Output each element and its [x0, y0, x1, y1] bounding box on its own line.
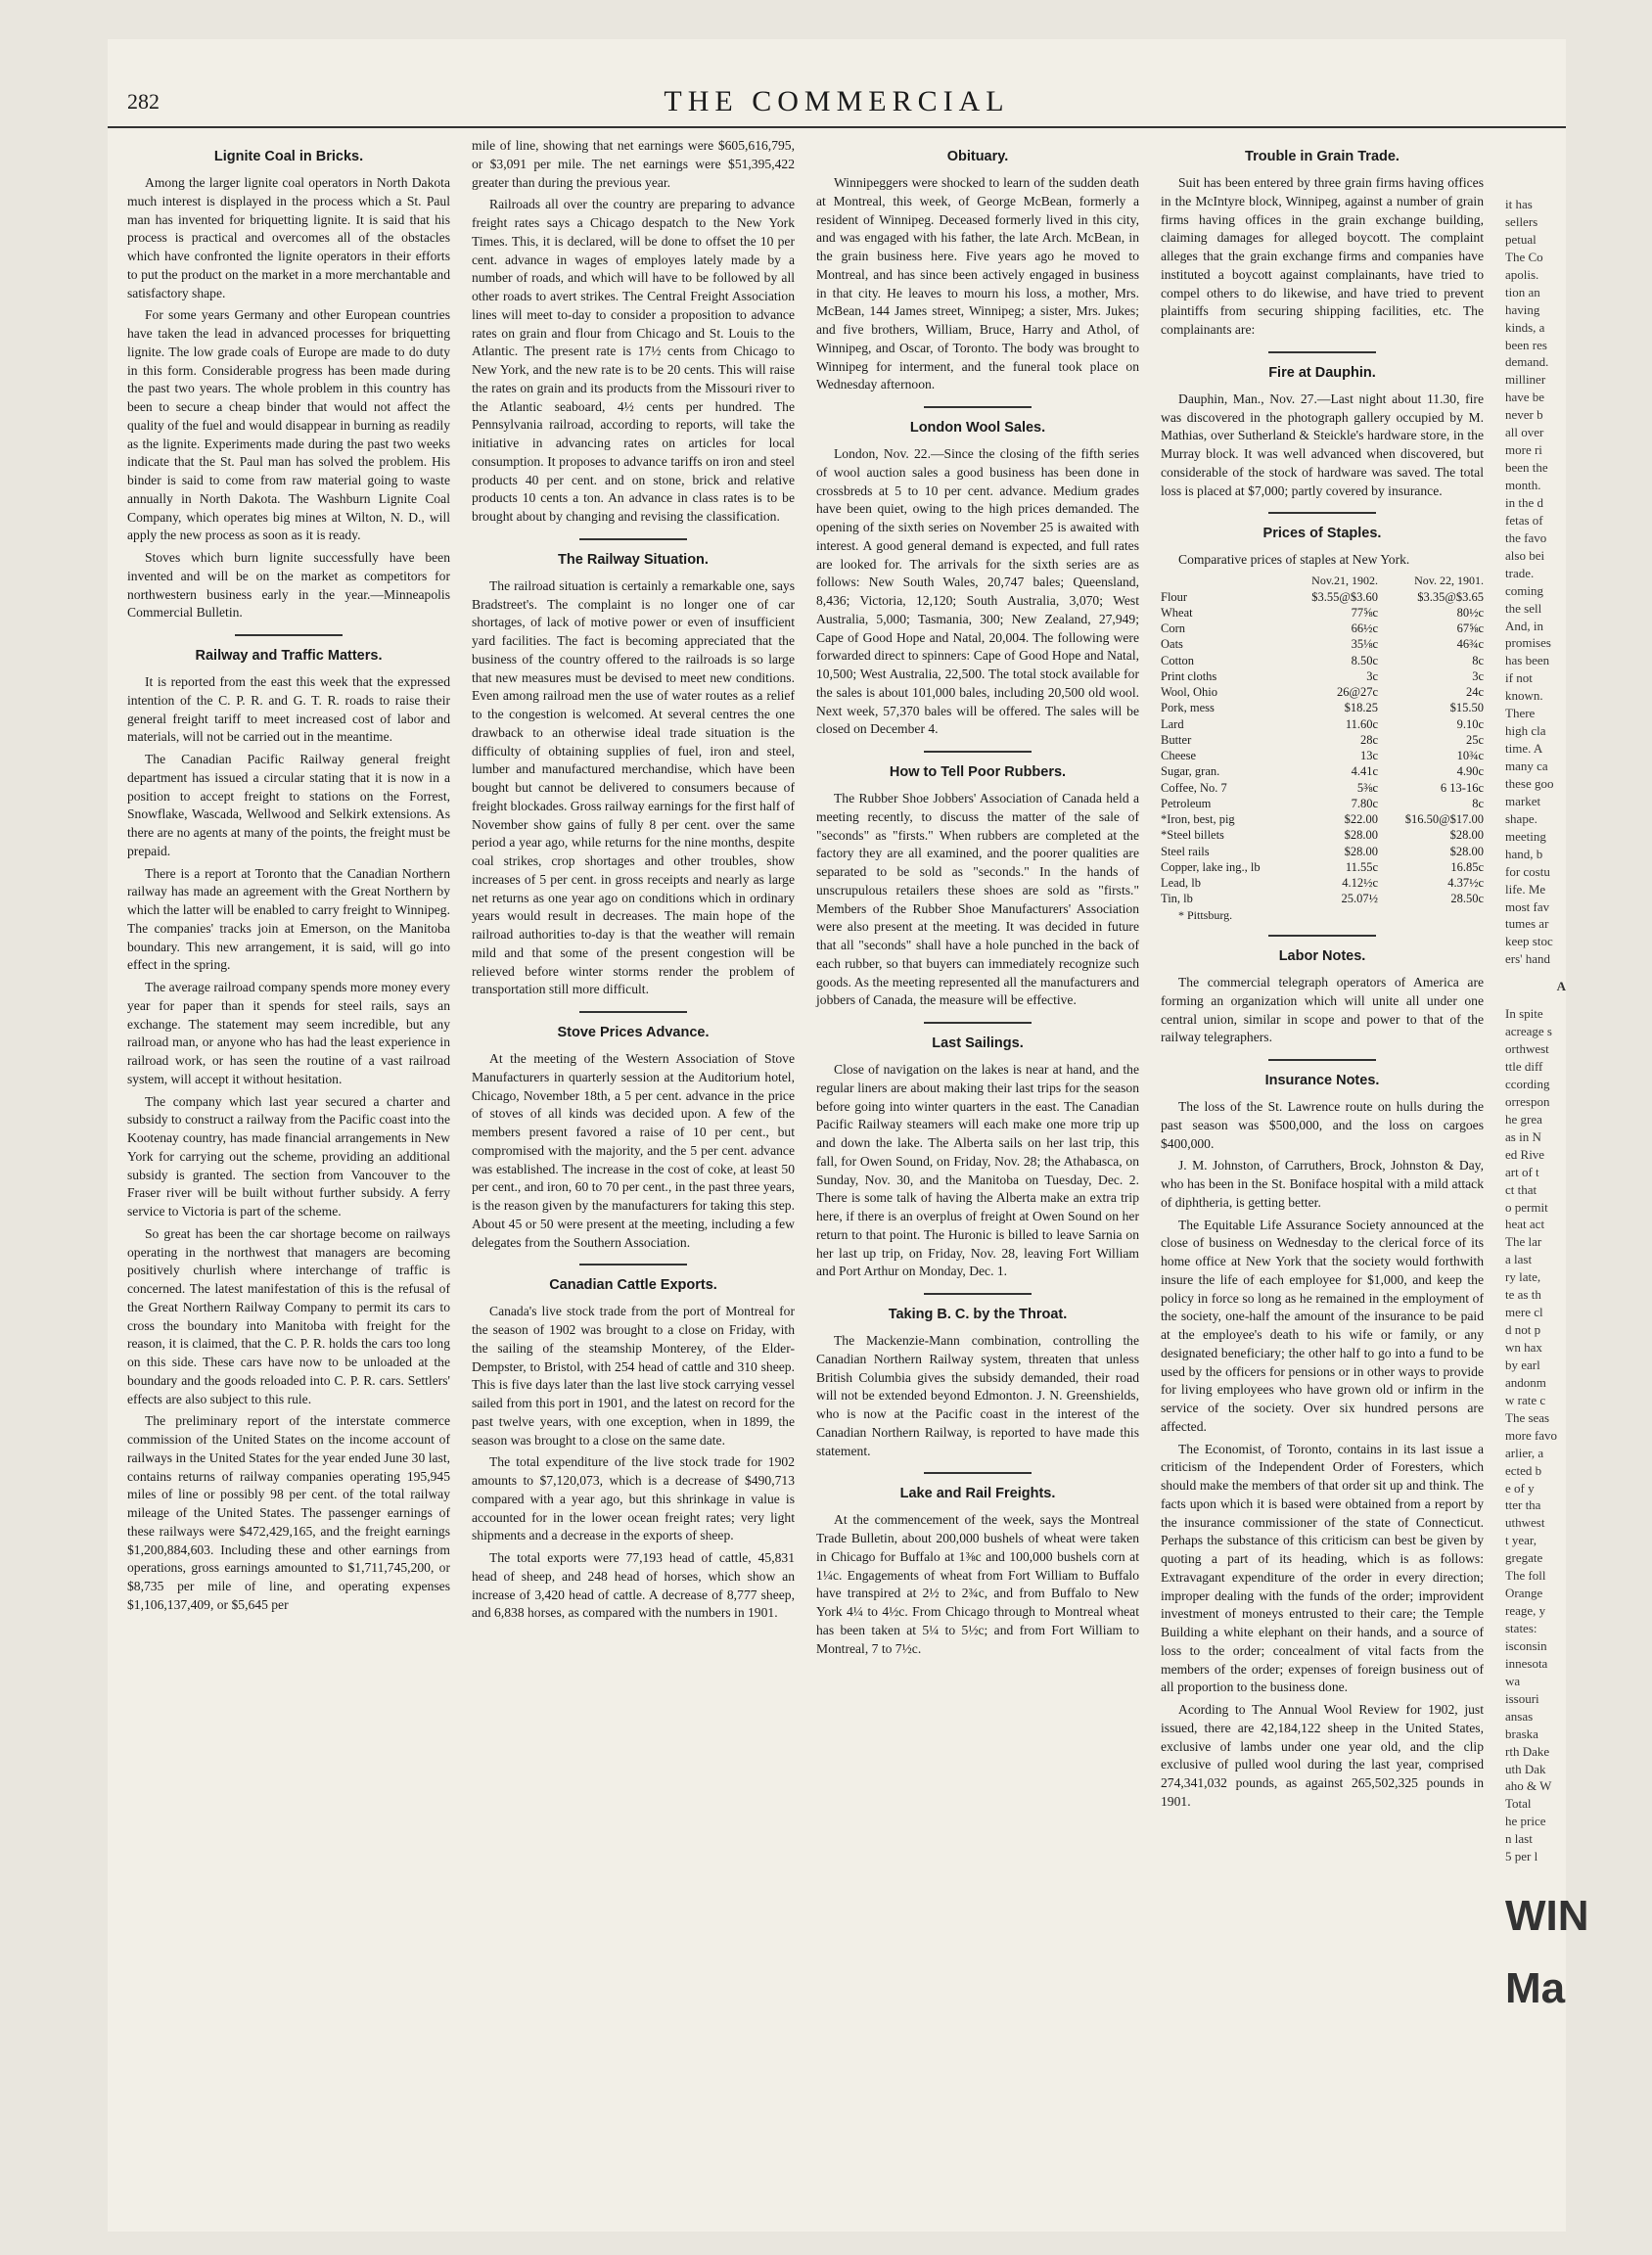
staple-price: 25.07½: [1341, 892, 1379, 906]
table-row: [1161, 605, 1484, 621]
fragment-line: been the: [1505, 460, 1548, 476]
fragment-line: heat act: [1505, 1217, 1545, 1232]
paragraph: So great has been the car shortage become on railways operating in the northwest that managers are becoming positively churlish where interchange of traffic is concerned. The latest manifestation of this is the refusal of the Great Northern Railway Company to permit its cars to cross the boundary into Manitoba with freight for the reason, it is claimed, that the C. P. R. holds the cars too long on this side. These cars have now to be unloaded at the boundary and the goods reloaded into C. P. R. cars. Settlers' effects are also subject to this rule.: [127, 1225, 450, 1406]
fragment-line: te as th: [1505, 1287, 1541, 1303]
fragment-line: Total: [1505, 1796, 1532, 1812]
table-header-row: [1161, 574, 1484, 589]
table-row: [1161, 891, 1484, 906]
staple-price: $3.35@$3.65: [1417, 589, 1484, 604]
article-title: The Railway Situation.: [558, 551, 709, 568]
fragment-line: petual: [1505, 231, 1537, 247]
staple-price: $28.00: [1344, 844, 1379, 858]
table-row: [1161, 668, 1484, 684]
fragment-line: o permit: [1505, 1199, 1548, 1215]
staple-item: Lard: [1161, 716, 1184, 731]
staple-item: Tin, lb: [1161, 892, 1193, 906]
fragment-line: it has: [1505, 197, 1533, 211]
paragraph: Close of navigation on the lakes is near at hand, and the regular liners are about making their last trips for the season before going into winter quarters in the east. The Canadian Pacific Railway steamers will each make one more trip up and down the lake. The Alberta sails on her last trip, this fall, for Owen Sound, on Friday, Nov. 28; the Athabasca, on Sunday, Nov. 30, and the Manitoba on Tuesday, Dec. 2. There is some talk of having the Alberta make an extra trip here, if there is an overplus of freight at Owen Sound on her return to that point. The Huronic is billed to leave Sarnia on her last up trip, on Friday, Nov. 28, leaving Fort William and Port Arthur on Monday, Dec. 1.: [816, 1062, 1139, 1279]
staple-price: 26@27c: [1336, 685, 1379, 700]
fragment-line: in the d: [1505, 494, 1543, 510]
paragraph: Among the larger lignite coal operators in North Dakota much interest is displayed in the process which a St. Paul man has invented for briquetting lignite. It is said that his process is practical and overcomes all of the obstacles which have confronted the lignite operators in their efforts to put the product on the market in a more merchantable and satisfactory shape.: [127, 175, 450, 300]
table-row: [1161, 859, 1484, 875]
staple-item: *Steel billets: [1161, 828, 1224, 843]
fragment-line: acreage s: [1505, 1024, 1552, 1039]
fragment-line: ansas: [1505, 1708, 1534, 1724]
staple-item: Copper, lake ing., lb: [1161, 859, 1261, 874]
paragraph: The Economist, of Toronto, contains in its last issue a criticism of the Independent Order of Foresters, which should make the members of that order sit up and think. The facts upon which it is based were obtained from a report by the insurance commissioner of the state of Connecticut. Perhaps the substance of this criticism can best be given by quoting a part of its heading, which is as follows: Extravagant expenditure of the order in every direction; improper dealing with the funds of the order; improvident investment of moneys entrusted to their care; the Temple Building a white elephant on their hands, and a source of loss to the order; concealment of vital facts from the members of the order; expenses of foreign business out of all proportion to the business done.: [1161, 1441, 1484, 1695]
staple-item: *Iron, best, pig: [1161, 812, 1235, 827]
page-header: [108, 83, 1566, 128]
fragment-line: n last: [1505, 1831, 1533, 1847]
paragraph: Dauphin, Man., Nov. 27.—Last night about 11.30, fire was discovered in the photograph gallery occupied by M. Mathias, over Sutherland & Steickle's hardware store, in the Murray block. It was well advanced when discovered, but considerable of the stock of hardware was saved. The total loss is placed at $7,000; partly covered by insurance.: [1161, 391, 1484, 498]
article-title: Lignite Coal in Bricks.: [213, 149, 364, 164]
fragment-line: shape.: [1505, 810, 1537, 826]
adjacent-page-fragment: [1505, 196, 1589, 2055]
paragraph: Suit has been entered by three grain firms having offices in the McIntyre block, Winnipeg, against a number of grain firms having offices in the grain exchange building, claiming damages for alleged boycott. The complaint alleges that the grain exchange firms and companies have instituted a boycott against complainants, have tried to compel others to do likewise, and have tried to prevent plaintiffs from securing shipping facilities, etc. The complainants are:: [1161, 175, 1484, 337]
divider: [579, 1264, 687, 1266]
fragment-line: andonm: [1505, 1374, 1546, 1390]
article-title: How to Tell Poor Rubbers.: [889, 764, 1067, 780]
divider: [1268, 935, 1376, 937]
staple-price: 35⅛c: [1351, 637, 1379, 652]
fragment-line: apolis.: [1505, 266, 1539, 282]
fragment-line: ected b: [1505, 1462, 1542, 1478]
column-header: Nov. 22, 1901.: [1414, 574, 1484, 587]
fragment-line: t year,: [1505, 1533, 1537, 1548]
paragraph: The company which last year secured a charter and subsidy to construct a railway from the Pacific coast into the Kootenay country, has made financial arrangements in New York for carrying out the scheme, providing an additional subsidy is granted. The section from Vancouver to the Fraser river will be built without further subsidy. A ferry service to Victoria is part of the scheme.: [127, 1093, 450, 1219]
fragment-line: aho & W: [1505, 1778, 1552, 1794]
table-row: [1161, 716, 1484, 732]
paragraph: J. M. Johnston, of Carruthers, Brock, Johnston & Day, who has been in the St. Boniface hospital with a mild attack of diphtheria, is getting better.: [1161, 1158, 1484, 1210]
paragraph: The Mackenzie-Mann combination, controlling the Canadian Northern Railway system, threaten that unless British Columbia gives the subsidy demanded, their road will not be extended beyond Edmonton. J. N. Greenshields, who is now at the Pacific coast in the interest of the Canadian Northern Railway, is reported to have made this statement.: [816, 1333, 1139, 1458]
article-title: Canadian Cattle Exports.: [549, 1277, 717, 1294]
paragraph: The Canadian Pacific Railway general freight department has issued a circular stating that it is now in a position to accept freight to stations on the Forrest, Snowflake, Wascada, Wellwood and Selkirk extensions. As there are no agents at many of the points, the freight must be prepaid.: [127, 752, 450, 858]
fragment-line: hand, b: [1505, 846, 1543, 861]
staple-price: 25c: [1465, 732, 1484, 747]
article-title: London Wool Sales.: [909, 420, 1046, 436]
fragment-line: demand.: [1505, 354, 1549, 370]
fragment-text: [1505, 1005, 1566, 1865]
fragment-line: ct that: [1505, 1181, 1537, 1197]
fragment-line: braska: [1505, 1726, 1538, 1741]
fragment-line: gregate: [1505, 1550, 1543, 1566]
divider: [1268, 351, 1376, 353]
table-row: [1161, 827, 1484, 843]
staple-price: 10¾c: [1456, 749, 1484, 763]
divider: [1268, 512, 1376, 514]
staple-price: 46¾c: [1456, 637, 1484, 652]
paragraph: It is reported from the east this week that the expressed intention of the C. P. R. and G. T. R. roads to raise their general freight tariff to meet increased cost of labor and materials, will not be carried out in the meantime.: [127, 674, 450, 745]
staple-price: 4.37½c: [1447, 876, 1484, 891]
paragraph: The average railroad company spends more money every year for paper than it spends for steel rails, says an exchange. The statement may seem incredible, but any railroad man, or anyone who has had the least experience in railroad work, or has seen the routine of a vast railroad system, will accept it without hesitation.: [127, 980, 450, 1086]
page-number: 282: [127, 89, 160, 114]
staple-price: 80½c: [1456, 605, 1484, 620]
staple-item: Wheat: [1161, 605, 1193, 620]
paragraph: The Equitable Life Assurance Society announced at the close of business on Wednesday to the clerical force of its home office at New York that the society would forthwith insure the life of each employee for $1,000, and keep the policy in force so long as he remained in the employment of the society, one-half the amount of the insurance to be paid at the employee's death to his wife or family, or any designated beneficiary; the other half to go into a fund to be used by the officers for pensions or in other ways to provide for living employees who have grown old or infirm in the service of the society. Over six hundred persons are affected.: [1161, 1217, 1484, 1434]
fragment-line: And, in: [1505, 618, 1543, 633]
fragment-line: time. A: [1505, 741, 1543, 757]
fragment-line: meeting: [1505, 828, 1546, 844]
article-title: Last Sailings.: [932, 1035, 1024, 1051]
table-footnote: * Pittsburg.: [1178, 907, 1233, 922]
article-title: Trouble in Grain Trade.: [1245, 149, 1400, 164]
staple-price: 4.90c: [1456, 764, 1484, 779]
article-title: Obituary.: [946, 149, 1009, 164]
fragment-line: as in N: [1505, 1128, 1541, 1144]
fragment-line: have be: [1505, 390, 1545, 405]
fragment-line: fetas of: [1505, 512, 1543, 528]
fragment-line: d not p: [1505, 1322, 1541, 1338]
staple-item: Pork, mess: [1161, 701, 1215, 715]
fragment-line: the sell: [1505, 600, 1542, 616]
fragment-line: art of t: [1505, 1164, 1539, 1179]
divider: [924, 1293, 1032, 1295]
advertisement-fragment: WIN: [1505, 1892, 1589, 1941]
fragment-line: high cla: [1505, 723, 1546, 739]
table-row: [1161, 653, 1484, 668]
staple-price: 11.55c: [1345, 859, 1379, 874]
divider: [1268, 1059, 1376, 1061]
staple-item: Sugar, gran.: [1161, 764, 1220, 779]
column-header: Nov.21, 1902.: [1311, 574, 1379, 587]
fragment-line: coming: [1505, 582, 1543, 598]
fragment-line: The foll: [1505, 1568, 1546, 1584]
staple-price: 4.12½c: [1342, 876, 1379, 891]
fragment-line: trade.: [1505, 565, 1535, 580]
table-row: [1161, 589, 1484, 605]
table-row: [1161, 684, 1484, 700]
fragment-line: the favo: [1505, 529, 1547, 545]
divider: [579, 538, 687, 540]
staple-price: 77⅝c: [1351, 605, 1379, 620]
divider: [579, 1011, 687, 1013]
staple-item: Cheese: [1161, 749, 1197, 763]
article-title: Stove Prices Advance.: [557, 1025, 710, 1040]
fragment-line: ed Rive: [1505, 1146, 1545, 1162]
staple-price: 6 13-16c: [1440, 780, 1484, 795]
fragment-line: these goo: [1505, 775, 1554, 791]
fragment-line: The lar: [1505, 1234, 1542, 1250]
staple-price: 5⅜c: [1356, 780, 1379, 795]
paragraph: The total expenditure of the live stock trade for 1902 amounts to $7,120,073, which is a decrease of $490,713 compared with a year ago, but this shrinkage in value is accounted for in the lower ocean freight rates; very light shipments and a decrease in the exports of sheep.: [472, 1454, 795, 1543]
staple-item: Cotton: [1161, 653, 1195, 667]
fragment-line: tion an: [1505, 284, 1540, 299]
column-3: [816, 137, 1139, 1662]
paragraph: Canada's live stock trade from the port of Montreal for the season of 1902 was brought to a close on Friday, with the sailing of the steamship Monterey, of the Elder-Dempster, to Bristol, with 254 head of cattle and 310 sheep. This is five days later than the last live stock carrying vessel sailed from this port in 1901, and the latest on record for the past twelve years, with one exception, when in 1899, the season was brought to a close on the same date.: [472, 1304, 795, 1448]
paragraph: mile of line, showing that net earnings were $605,616,795, or $3,091 per mile. The net earnings were $51,395,422 greater than during the previous year.: [472, 138, 795, 190]
fragment-line: w rate c: [1505, 1392, 1546, 1407]
fragment-line: ry late,: [1505, 1269, 1541, 1285]
fragment-line: known.: [1505, 688, 1543, 704]
fragment-line: orrespon: [1505, 1093, 1550, 1109]
article-title: Taking B. C. by the Throat.: [888, 1307, 1068, 1322]
paragraph: The Rubber Shoe Jobbers' Association of Canada held a meeting recently, to discuss the matter of the sale of "seconds" as "firsts." When rubbers are completed at the factory they are all examined, and the poorer qualities are separated to be sold as "seconds." In the hands of unscrupulous retailers these shoes are sold as "firsts." Members of the Rubber Shoe Manufacturers' Association were also present at the meeting. It was decided in future that all "seconds" shall have a hole punched in the back of each rubber, so that buyers can immediately recognize such goods. As the meeting represented all the manufacturers and jobbers of Canada, the measure will be effective.: [816, 791, 1139, 1008]
paragraph: There is a report at Toronto that the Canadian Northern railway has made an agreement with the Great Northern by which the latter will be enabled to carry freight to Winnipeg. The companies' tracks join at Emerson, on the Manitoba boundary. This new arrangement, it is said, will go into effect in the spring.: [127, 865, 450, 973]
fragment-line: if not: [1505, 670, 1533, 686]
fragment-heading: A: [1556, 979, 1566, 994]
fragment-line: The Co: [1505, 249, 1543, 264]
staple-price: 9.10c: [1456, 716, 1484, 731]
staple-price: $18.25: [1344, 701, 1379, 715]
table-row: [1161, 844, 1484, 859]
divider: [235, 634, 343, 636]
table-row: [1161, 780, 1484, 796]
table-row: [1161, 700, 1484, 715]
fragment-line: never b: [1505, 407, 1543, 423]
fragment-line: more favo: [1505, 1427, 1558, 1443]
article-title: Lake and Rail Freights.: [899, 1486, 1056, 1502]
fragment-line: market: [1505, 793, 1541, 808]
fragment-line: he grea: [1505, 1111, 1542, 1127]
fragment-line: uth Dak: [1505, 1761, 1546, 1776]
paragraph: Stoves which burn lignite successfully have been invented and will be on the market as competitors for northwestern business early in the year.—Minneapolis Commercial Bulletin.: [127, 550, 450, 621]
staple-price: 8.50c: [1351, 653, 1379, 667]
paragraph: For some years Germany and other European countries have taken the lead in advanced processes for briquetting lignite. The low grade coals of Europe are made to do duty in this form. Considerable progress has been made during the past two years. The whole problem in this country has been to secure a cheap binder that would not affect the quality of the fuel and would disappear in burning as readily as the lignite. Experiments made during the past two weeks indicate that the St. Paul man has solved the problem. His binder is said to come from raw material going to waste annually in North Dakota. The Washburn Lignite Coal Company, which operates big mines at Wilton, N. D., will apply the new process as soon as it is ready.: [127, 307, 450, 543]
fragment-line: a last: [1505, 1252, 1533, 1267]
staple-price: 8c: [1472, 653, 1484, 667]
staple-price: $3.55@$3.60: [1311, 589, 1379, 604]
divider: [924, 406, 1032, 408]
column-1: [127, 137, 450, 1619]
paragraph: London, Nov. 22.—Since the closing of the fifth series of wool auction sales a good business has been done in crossbreds at 5 to 10 per cent. advance. Medium grades have been quiet, owing to the high prices demanded. The opening of the sixth series on November 25 is awaited with interest. A good general demand is expected, and full rates are looked for. The arrivals for the sixth series are as follows: New South Wales, 20,747 bales; Queensland, 8,436; Victoria, 12,120; South Australia, 3,070; West Australia, 5,000; Tasmania, 300; New Zealand, 27,949; Cape of Good Hope and Natal, 20,004. The following were forwarded direct to spinners: Cape of Good Hope and Natal, 10,500; West Australia, 22,500. The total stock available for the sales is about 101,000 bales, including 20,500 old wool. Next week, 57,370 bales will be offered. The sales will be closed on December 4.: [816, 446, 1139, 737]
fragment-line: uthwest: [1505, 1515, 1545, 1531]
staple-price: $28.00: [1344, 828, 1379, 843]
staple-item: Wool, Ohio: [1161, 685, 1218, 700]
fragment-line: states:: [1505, 1621, 1537, 1635]
fragment-line: also bei: [1505, 547, 1545, 563]
table-row: [1161, 748, 1484, 763]
fragment-line: month.: [1505, 478, 1541, 492]
staple-item: Petroleum: [1161, 796, 1212, 810]
fragment-line: mere cl: [1505, 1305, 1543, 1320]
fragment-text: [1505, 196, 1566, 968]
paragraph: The total exports were 77,193 head of cattle, 45,831 head of sheep, and 248 head of horses, which show an increase of 3,420 head of cattle. A decrease of 8,777 sheep, and 6,838 horses, as compared with the numbers in 1901.: [472, 1550, 795, 1621]
staple-price: 4.41c: [1351, 764, 1379, 779]
staple-price: 3c: [1472, 668, 1484, 683]
paragraph: Railroads all over the country are preparing to advance freight rates says a Chicago despatch to the New York Times. This, it is declared, will be done to offset the 10 per cent. advance in wages of employes lately made by a number of roads, and which will have to be followed by all other roads to avert strikes. The Central Freight Association lines will meet to-day to consider a proposition to advance rates on grain and flour from Chicago and St. Louis to the Atlantic. The present rate is 17½ cents from Chicago to New York, and the new rate is to be 20 cents. This will raise the rates on grain and its products from the Missouri river to the Atlantic seaboard, 4½ cents per hundred. The Pennsylvania railroad, according to reports, will take the initiative in advancing rates on articles for local consumption. It proposes to advance tariffs on iron and steel products 40 per cent. and on stone, brick and relative products 10 cents a ton. An advance in class rates is to be brought about by changing and revising the classification.: [472, 197, 795, 524]
table-row: [1161, 732, 1484, 748]
article-title: Prices of Staples.: [1262, 526, 1382, 542]
column-4: [1161, 137, 1484, 1816]
staple-price: 66½c: [1351, 621, 1379, 636]
column-2: [472, 137, 795, 1627]
paragraph: Acording to The Annual Wool Review for 1902, just issued, there are 42,184,122 sheep in the United States, exclusive of lambs under one year old, and the clip exclusive of pulled wool during the last year, comprised 274,341,032 pounds, as against 265,502,325 pounds in 1901.: [1161, 1702, 1484, 1809]
fragment-line: The seas: [1505, 1409, 1550, 1425]
staples-price-table: [1161, 574, 1484, 907]
fragment-line: all over: [1505, 425, 1544, 440]
fragment-line: ttle diff: [1505, 1059, 1543, 1074]
staple-price: 11.60c: [1345, 716, 1379, 731]
staple-item: Coffee, No. 7: [1161, 780, 1227, 795]
fragment-line: sellers: [1505, 213, 1538, 229]
paragraph: The loss of the St. Lawrence route on hulls during the past season was $500,000, and the loss on cargoes $400,000.: [1161, 1099, 1484, 1151]
fragment-line: In spite: [1505, 1006, 1543, 1022]
table-row: [1161, 875, 1484, 891]
staple-price: 28c: [1359, 732, 1379, 747]
staple-price: $28.00: [1449, 844, 1484, 858]
fragment-line: orthwest: [1505, 1041, 1549, 1057]
table-row: [1161, 811, 1484, 827]
fragment-line: life. Me: [1505, 881, 1546, 897]
fragment-line: innesota: [1505, 1655, 1548, 1671]
fragment-line: wn hax: [1505, 1340, 1542, 1355]
paragraph: The commercial telegraph operators of America are forming an organization which will unite all under one central union, similar in scope and power to that of the railway telegraphers.: [1161, 975, 1484, 1045]
fragment-line: tter tha: [1505, 1497, 1541, 1513]
fragment-line: tumes ar: [1505, 916, 1549, 932]
staple-price: $28.00: [1449, 828, 1484, 843]
fragment-line: having: [1505, 301, 1540, 317]
fragment-line: for costu: [1505, 863, 1550, 879]
divider: [924, 751, 1032, 753]
staples-table-body: [1161, 589, 1484, 907]
article-title: Insurance Notes.: [1264, 1073, 1380, 1089]
paragraph: At the meeting of the Western Association of Stove Manufacturers in quarterly session at the Auditorium hotel, Chicago, November 18th, a 5 per cent. advance in the price of stoves of all kinds was decided upon. A few of the members present favored a raise of 10 per cent., but compromised with the majority, and the 5 per cent. advance was established. The increase in the cost of coke, at least 50 per cent., and iron, 60 to 70 per cent., in the past three years, is the reason given by the manufacturers for taking this step. About 45 or 50 were present at the meeting, including a few delegates from the Southern Association.: [472, 1051, 795, 1250]
masthead: THE COMMERCIAL: [664, 85, 1010, 117]
staple-item: Corn: [1161, 621, 1185, 636]
staple-price: 3c: [1366, 668, 1379, 683]
staple-price: $15.50: [1449, 701, 1484, 715]
newspaper-page: [108, 39, 1589, 2232]
staple-price: 13c: [1359, 749, 1379, 763]
fragment-line: 5 per l: [1505, 1849, 1538, 1864]
staple-price: $22.00: [1344, 812, 1379, 827]
table-row: [1161, 621, 1484, 636]
fragment-line: been res: [1505, 337, 1547, 352]
staple-item: Steel rails: [1161, 844, 1210, 858]
staple-price: 16.85c: [1450, 859, 1484, 874]
fragment-line: promises: [1505, 635, 1551, 651]
fragment-line: wa: [1505, 1673, 1521, 1688]
paragraph: Winnipeggers were shocked to learn of the sudden death at Montreal, this week, of George McBean, formerly a resident of Winnipeg. Deceased formerly lived in this city, and was engaged with his father, the late Arch. McBean, in the grain business here. Five years ago he moved to Montreal, and has since been actively engaged in business in that city. He leaves to mourn his loss, a mother, Mrs. McBean, 144 James street, Winnipeg; a sister, Mrs. Jukes; and five brothers, William, Bruce, Harry and Athol, of Winnipeg, and Oscar, of Toronto. The body was brought to Winnipeg for interment, and the funeral took place on Wednesday afternoon.: [816, 175, 1139, 392]
fragment-line: Orange: [1505, 1586, 1543, 1601]
fragment-line: by earl: [1505, 1357, 1540, 1372]
paragraph: The railroad situation is certainly a remarkable one, says Bradstreet's. The complaint is no longer one of car shortages, of lack of motive power or even of insufficient yard facilities. The fact is becoming appreciated that the business of the country offered to the railroads is so large that new measures must be devised to meet new conditions. Even among railroad men the use of water routes as a relief to the congestion is welcomed. At several centres the one drawback to an otherwise ideal trade situation is the difficulty of obtaining supplies of fuel, iron and steel, lumber and manufactured merchandise, which have been bought but cannot be delivered to consumers because of freight blockades. Gross railway earnings for the first half of November show gains of fully 8 per cent. over the same period a year ago, while returns for the nine months, despite coal strikes, crop shortages and other troubles, show increases of 5 per cent. in gross receipts and nearly as large net returns as one year ago on conditions which in ordinary years would result in decreases. The main hope of the railroad authorities to-day is that the weather will remain mild and that some of the present congestion will be relieved before winter storms render the problem of transportation still more difficult.: [472, 577, 795, 997]
fragment-line: isconsin: [1505, 1637, 1547, 1653]
staple-item: Lead, lb: [1161, 876, 1201, 891]
fragment-line: e of y: [1505, 1480, 1535, 1496]
fragment-line: reage, y: [1505, 1603, 1546, 1619]
fragment-line: milliner: [1505, 372, 1546, 388]
fragment-line: kinds, a: [1505, 319, 1545, 335]
staple-price: 24c: [1465, 685, 1484, 700]
table-row: [1161, 636, 1484, 652]
fragment-line: ccording: [1505, 1076, 1550, 1091]
table-row: [1161, 763, 1484, 779]
fragment-line: keep stoc: [1505, 934, 1553, 949]
advertisement-fragment: Ma: [1505, 1964, 1566, 2013]
fragment-line: has been: [1505, 653, 1550, 668]
fragment-line: he price: [1505, 1814, 1546, 1829]
fragment-line: arlier, a: [1505, 1445, 1544, 1460]
fragment-line: There: [1505, 706, 1536, 721]
article-title: Railway and Traffic Matters.: [195, 648, 383, 664]
fragment-line: more ri: [1505, 442, 1542, 458]
article-title: Fire at Dauphin.: [1268, 364, 1376, 381]
staple-price: 67⅝c: [1456, 621, 1484, 636]
fragment-line: most fav: [1505, 898, 1550, 914]
fragment-line: issouri: [1505, 1690, 1539, 1706]
staple-item: Flour: [1161, 589, 1188, 604]
paragraph: The preliminary report of the interstate commerce commission of the United States on the income account of railways in the United States for the year ended June 30 last, contains returns of railway companies operating 195,945 miles of line or possibly 98 per cent. of the total railway mileage of the United States. The passenger earnings of these railways were $472,429,165, and the freight earnings $1,200,884,603. Including these and other earnings from operations, gross earnings amounted to $1,711,745,200, or $8,735 per mile of line, and operating expenses $1,106,137,409, or $5,645 per: [127, 1413, 450, 1612]
fragment-line: ers' hand: [1505, 951, 1551, 967]
staple-item: Butter: [1161, 732, 1192, 747]
staple-price: $16.50@$17.00: [1404, 812, 1484, 827]
divider: [924, 1472, 1032, 1474]
fragment-line: many ca: [1505, 759, 1548, 773]
paragraph: Comparative prices of staples at New York.: [1178, 552, 1410, 568]
staple-price: 7.80c: [1351, 796, 1379, 810]
article-title: Labor Notes.: [1278, 948, 1366, 965]
table-row: [1161, 796, 1484, 811]
staple-item: Oats: [1161, 637, 1183, 652]
staple-item: Print cloths: [1161, 668, 1217, 683]
staple-price: 28.50c: [1450, 892, 1484, 906]
divider: [924, 1022, 1032, 1024]
staple-price: 8c: [1472, 796, 1484, 810]
fragment-line: rth Dake: [1505, 1743, 1550, 1759]
paragraph: At the commencement of the week, says the Montreal Trade Bulletin, about 200,000 bushels of wheat were taken in Chicago for Buffalo at 1⅜c and 100,000 bushels corn at 1¼c. Engagements of wheat from Fort William to Buffalo have transpired at 2½ to 2¾c, and from Buffalo to New York 4¼ to 4½c. From Chicago through to Montreal wheat has been taken at 5¼ to 5½c; and from Fort William to Montreal, 7 to 7½c.: [816, 1512, 1139, 1656]
